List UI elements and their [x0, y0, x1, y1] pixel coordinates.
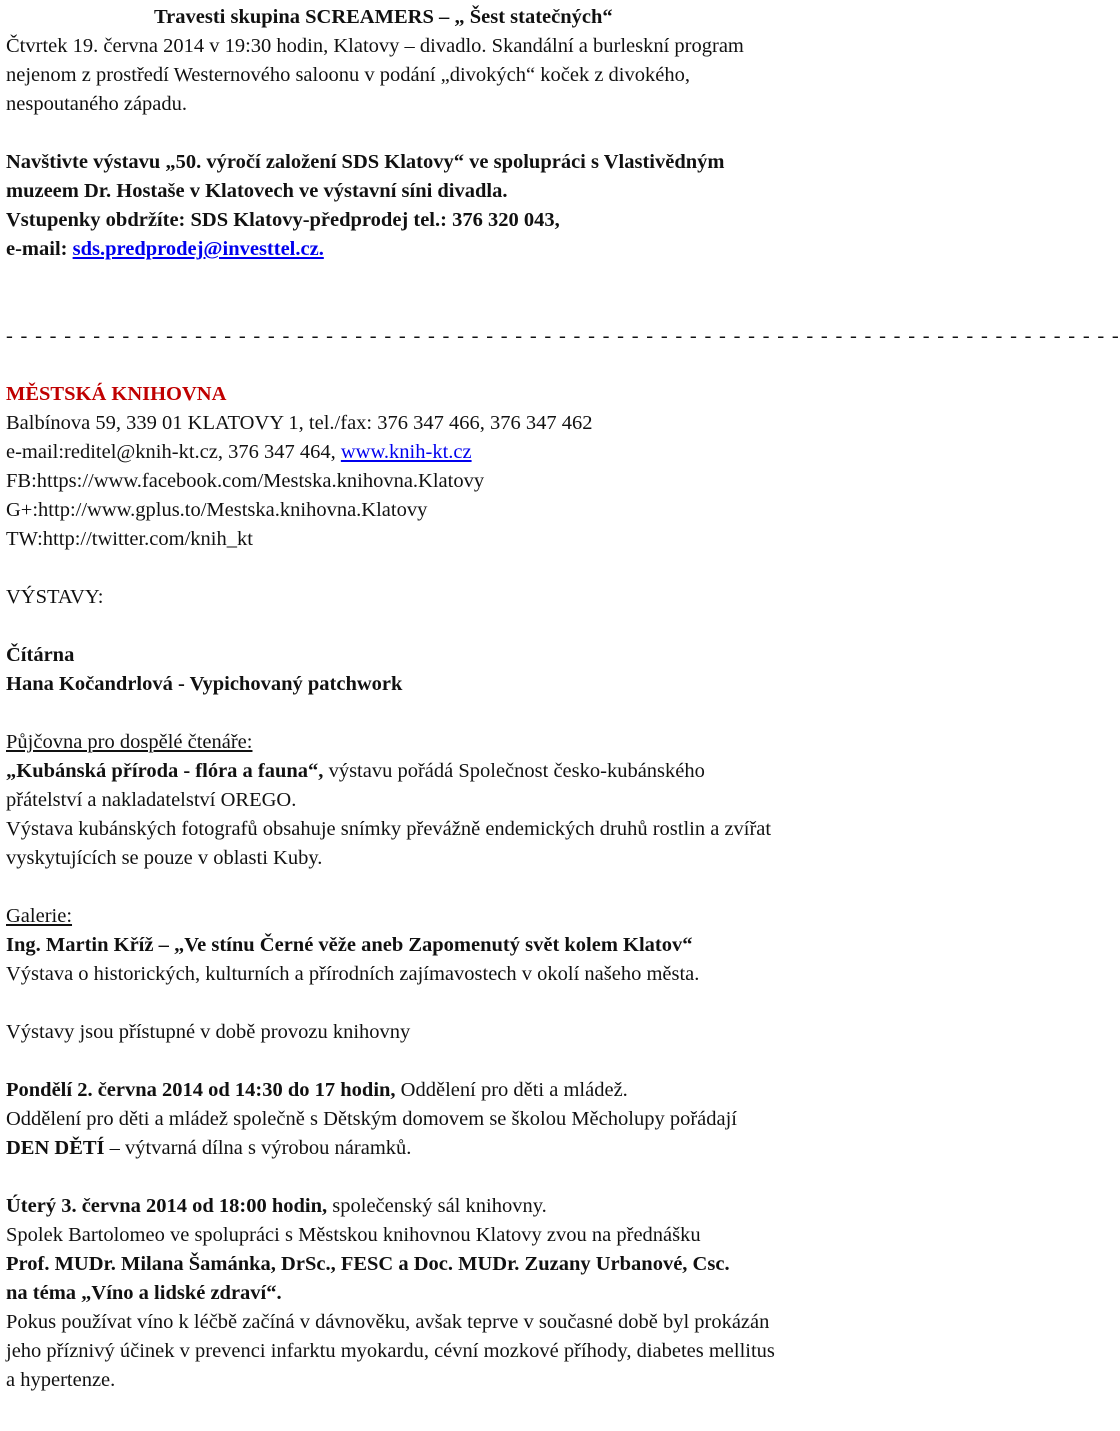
event-title: Travesti skupina SCREAMERS – „ Šest statečných“ — [154, 6, 613, 28]
adult-loan-line: vyskytujících se pouze v oblasti Kuby. — [6, 847, 323, 869]
event2-desc: – výtvarná dílna s výrobou náramků. — [104, 1137, 412, 1159]
spacer — [6, 119, 960, 148]
spacer — [6, 293, 960, 322]
spacer — [6, 873, 960, 902]
event3-date: Úterý 3. června 2014 od 18:00 hodin, — [6, 1195, 328, 1217]
event2-line — [6, 1134, 960, 1163]
adult-loan-line: Výstava kubánských fotografů obsahuje snímky převážně endemických druhů rostlin a zvířat — [6, 818, 772, 840]
adult-loan-title-line — [6, 757, 960, 786]
exhibitions-heading: VÝSTAVY: — [6, 586, 104, 608]
event-text-line: nejenom z prostředí Westernového saloonu v podání „divokých“ koček z divokého, — [6, 64, 690, 86]
notice-line: Navštivte výstavu „50. výročí založení SDS Klatovy“ ve spolupráci s Vlastivědným — [6, 151, 725, 173]
library-web-link[interactable]: www.knih-kt.cz — [340, 441, 472, 463]
reading-room-title: Hana Kočandrlová - Vypichovaný patchwork — [6, 673, 403, 695]
event2-date: Pondělí 2. června 2014 od 14:30 do 17 hodin, — [6, 1079, 396, 1101]
notice-line: Vstupenky obdržíte: SDS Klatovy-předprodej tel.: 376 320 043, — [6, 209, 560, 231]
spacer — [6, 699, 960, 728]
spacer — [6, 1047, 960, 1076]
library-address: Balbínova 59, 339 01 KLATOVY 1, tel./fax: 376 347 466, 376 347 462 — [6, 412, 593, 434]
email-link[interactable]: sds.predprodej@investtel.cz. — [72, 238, 324, 260]
event3-line: jeho příznivý účinek v prevenci infarktu myokardu, cévní mozkové příhody, diabetes mellitus — [6, 1340, 775, 1362]
event3-line: a hypertenze. — [6, 1369, 116, 1391]
notice-line: muzeem Dr. Hostaše v Klatovech ve výstavní síni divadla. — [6, 180, 508, 202]
event2-line: Oddělení pro děti a mládež společně s Dětským domovem se školou Měcholupy pořádají — [6, 1108, 737, 1130]
event-text-line: nespoutaného západu. — [6, 93, 188, 115]
event-text-line: Čtvrtek 19. června 2014 v 19:30 hodin, Klatovy – divadlo. Skandální a burleskní program — [6, 35, 744, 57]
event3-topic: na téma „Víno a lidské zdraví“. — [6, 1282, 282, 1304]
event3-line: Pokus používat víno k léčbě začíná v dávnověku, avšak teprve v současné době byl prokázán — [6, 1311, 770, 1333]
event2-place: Oddělení pro děti a mládež. — [395, 1079, 628, 1101]
library-contact — [6, 438, 960, 467]
adult-loan-title: „Kubánská příroda - flóra a fauna“, — [6, 760, 324, 782]
gallery-desc: Výstava o historických, kulturních a přírodních zajímavostech v okolí našeho města. — [6, 963, 700, 985]
divider-line: - - - - - - - - - - - - - - - - - - - - - - - - - - - - - - - - - - - - - - - - - - - - - - - - - - - - - - - - - - - - - - - - - - - - - - - - - - - - - — [6, 325, 1120, 347]
event3-speakers: Prof. MUDr. Milana Šamánka, DrSc., FESC a Doc. MUDr. Zuzany Urbanové, Csc. — [6, 1253, 730, 1275]
email-prefix: e-mail: — [6, 238, 73, 260]
gallery-title: Ing. Martin Kříž – „Ve stínu Černé věže aneb Zapomenutý svět kolem Klatov“ — [6, 934, 693, 956]
library-facebook: FB:https://www.facebook.com/Mestska.knihovna.Klatovy — [6, 470, 485, 492]
event3-line: Spolek Bartolomeo ve spolupráci s Městskou knihovnou Klatovy zvou na přednášku — [6, 1224, 701, 1246]
adult-loan-label: Půjčovna pro dospělé čtenáře: — [6, 731, 253, 753]
adult-loan-line: přátelství a nakladatelství OREGO. — [6, 789, 297, 811]
library-twitter: TW:http://twitter.com/knih_kt — [6, 528, 253, 550]
gallery-label: Galerie: — [6, 905, 73, 927]
spacer — [6, 554, 960, 583]
spacer — [6, 1163, 960, 1192]
event3-place: společenský sál knihovny. — [327, 1195, 547, 1217]
spacer — [6, 351, 960, 380]
notice-email-line — [6, 235, 960, 264]
library-name: MĚSTSKÁ KNIHOVNA — [6, 383, 227, 405]
spacer — [6, 989, 960, 1018]
exhibitions-access: Výstavy jsou přístupné v době provozu knihovny — [6, 1021, 411, 1043]
library-email: e-mail:reditel@knih-kt.cz, 376 347 464, — [6, 441, 341, 463]
event2-date-line — [6, 1076, 960, 1105]
spacer — [6, 612, 960, 641]
event3-date-line — [6, 1192, 960, 1221]
adult-loan-title-rest: výstavu pořádá Společnost česko-kubánského — [323, 760, 705, 782]
event2-name: DEN DĚTÍ — [6, 1137, 105, 1159]
spacer — [6, 264, 960, 293]
library-gplus: G+:http://www.gplus.to/Mestska.knihovna.Klatovy — [6, 499, 428, 521]
reading-room-label: Čítárna — [6, 644, 75, 666]
